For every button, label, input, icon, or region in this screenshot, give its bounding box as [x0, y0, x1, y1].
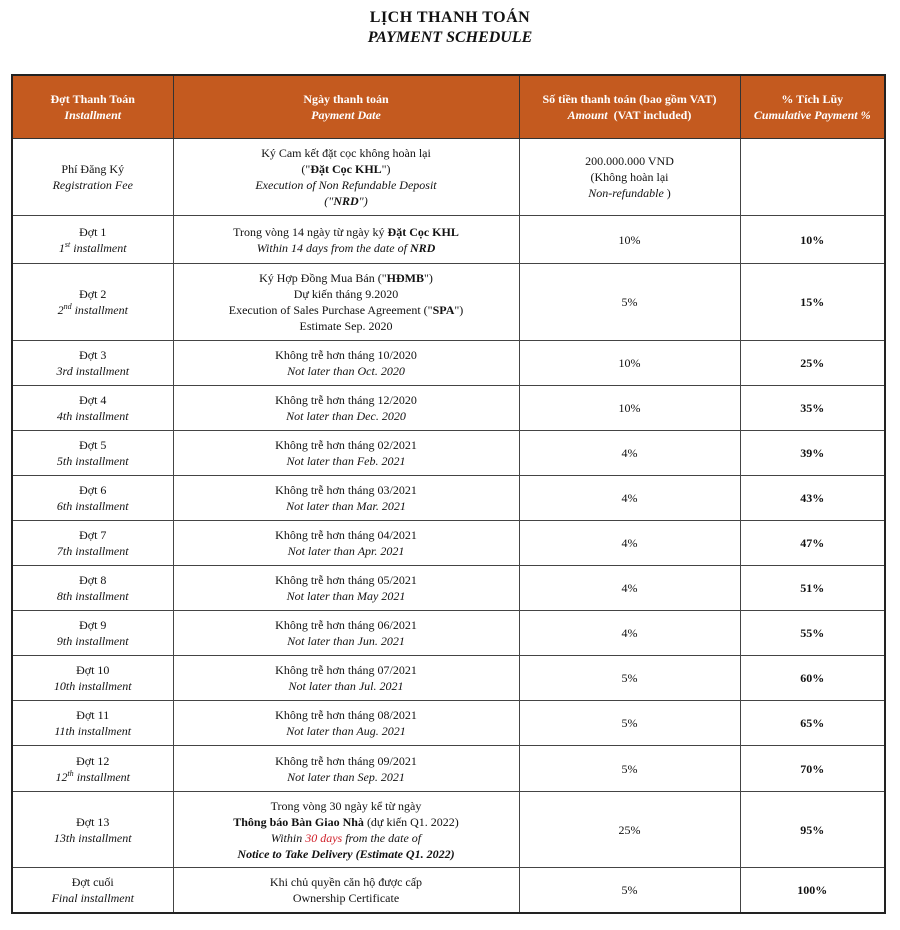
table-row [12, 611, 885, 656]
days-highlight: 30 days [305, 830, 343, 845]
header-installment [12, 75, 173, 139]
cell-date [173, 611, 519, 656]
date-en: Not later than Mar. 2021 [286, 499, 406, 513]
cell-date [173, 341, 519, 386]
date-en: Not later than Jul. 2021 [288, 679, 404, 693]
cell-installment [12, 792, 173, 868]
cell-date [173, 566, 519, 611]
installment-en: Registration Fee [52, 178, 133, 192]
installment-en: Final installment [51, 890, 134, 905]
installment-num: 12 [55, 769, 68, 784]
nrd-term: NRD [409, 240, 436, 255]
amount-note-en: Non-refundable [588, 186, 664, 200]
document-title-block [0, 8, 900, 48]
cell-amount: 4% [519, 566, 740, 611]
deposit-term: Đặt Cọc KHL [387, 224, 459, 239]
date-vi: Không trễ hơn tháng 08/2021 [275, 708, 417, 722]
handover-notice-term: Thông báo Bàn Giao Nhà [233, 814, 364, 829]
installment-vi: Đợt 5 [79, 438, 107, 452]
quote-open: (" [324, 194, 334, 208]
hdmb-term: HĐMB [386, 271, 424, 285]
cell-installment [12, 566, 173, 611]
date-vi: Trong vòng 14 ngày từ ngày ký [233, 224, 388, 239]
cell-date [173, 264, 519, 341]
amount-value: 200.000.000 VND [585, 154, 674, 168]
cell-cumulative: 70% [740, 746, 885, 792]
cell-cumulative [740, 139, 885, 216]
date-text-en: Within [270, 830, 306, 845]
installment-vi: Đợt 10 [76, 663, 110, 677]
table-row [12, 656, 885, 701]
cell-installment [12, 701, 173, 746]
cell-date [173, 868, 519, 913]
cell-amount: 5% [519, 868, 740, 913]
header-amount-en: Amount [567, 108, 608, 122]
installment-suffix: th [67, 768, 74, 778]
installment-vi: Đợt 3 [79, 348, 107, 362]
installment-en: 5th installment [56, 454, 129, 468]
nrd-term: NRD [333, 194, 359, 208]
quote-close: ") [358, 194, 368, 208]
cell-cumulative: 60% [740, 656, 885, 701]
installment-en: installment [73, 769, 131, 784]
cell-amount: 5% [519, 701, 740, 746]
installment-vi: Đợt 9 [79, 618, 107, 632]
date-vi: Không trễ hơn tháng 05/2021 [275, 573, 417, 587]
cell-amount: 10% [519, 216, 740, 264]
title-vi: LỊCH THANH TOÁN [369, 9, 531, 26]
installment-vi: Đợt 13 [76, 814, 110, 829]
header-amount-vat: (VAT included) [613, 108, 692, 122]
cell-installment [12, 611, 173, 656]
date-en: Not later than Sep. 2021 [287, 769, 405, 784]
cell-cumulative: 47% [740, 521, 885, 566]
installment-vi: Đợt 4 [79, 393, 107, 407]
cell-cumulative: 35% [740, 386, 885, 431]
cell-cumulative: 15% [740, 264, 885, 341]
quote-close: ") [424, 271, 433, 285]
cell-installment [12, 868, 173, 913]
date-vi: Không trễ hơn tháng 09/2021 [275, 753, 417, 768]
amount-note-vi: (Không hoàn lại [590, 170, 669, 184]
date-en: Within 14 days from the date of [256, 240, 410, 255]
table-row [12, 746, 885, 792]
paren-close: ) [663, 186, 671, 200]
date-en: Not later than Aug. 2021 [286, 724, 406, 738]
header-amount-vi: Số tiền thanh toán (bao gồm VAT) [542, 92, 717, 106]
delivery-notice-term: Notice to Take Delivery (Estimate Q1. 2022) [237, 846, 455, 861]
date-vi: Không trễ hơn tháng 03/2021 [275, 483, 417, 497]
date-line-3: Execution of Non Refundable Deposit [255, 178, 437, 192]
cell-date [173, 386, 519, 431]
installment-vi: Đợt cuối [71, 874, 114, 889]
date-vi: Không trễ hơn tháng 10/2020 [275, 348, 417, 362]
quote-close: ") [381, 162, 391, 176]
date-en: Not later than May 2021 [286, 589, 406, 603]
cell-installment [12, 521, 173, 566]
quote-close: ") [454, 303, 464, 317]
cell-installment [12, 656, 173, 701]
header-row [12, 75, 885, 139]
date-line-1: Trong vòng 30 ngày kể từ ngày [270, 798, 422, 813]
cell-date [173, 431, 519, 476]
cell-date [173, 476, 519, 521]
header-installment-en: Installment [64, 108, 122, 122]
cell-installment [12, 264, 173, 341]
installment-vi: Đợt 6 [79, 483, 107, 497]
cell-cumulative: 43% [740, 476, 885, 521]
date-line-1: Ký Cam kết đặt cọc không hoàn lại [261, 146, 431, 160]
installment-vi: Đợt 12 [76, 753, 110, 768]
installment-en: 9th installment [56, 634, 129, 648]
installment-en: 13th installment [53, 830, 132, 845]
cell-amount [519, 139, 740, 216]
date-vi: Không trễ hơn tháng 02/2021 [275, 438, 417, 452]
installment-en: 7th installment [56, 544, 129, 558]
header-date [173, 75, 519, 139]
date-estimate-vi: (dự kiến Q1. 2022) [363, 814, 459, 829]
installment-en: 10th installment [53, 679, 132, 693]
cell-amount: 10% [519, 386, 740, 431]
cell-installment [12, 746, 173, 792]
date-text: Ký Hợp Đồng Mua Bán (" [259, 271, 387, 285]
installment-num: 1 [58, 240, 65, 255]
cell-installment [12, 139, 173, 216]
installment-vi: Đợt 1 [79, 224, 107, 239]
cell-date [173, 656, 519, 701]
cell-installment [12, 216, 173, 264]
table-row [12, 386, 885, 431]
cell-cumulative: 65% [740, 701, 885, 746]
cell-cumulative: 100% [740, 868, 885, 913]
date-en: Not later than Oct. 2020 [287, 364, 405, 378]
table-row [12, 216, 885, 264]
installment-num: 2 [57, 303, 64, 317]
table-row [12, 431, 885, 476]
table-row [12, 701, 885, 746]
cell-cumulative: 95% [740, 792, 885, 868]
date-text-en-rest: from the date of [342, 830, 422, 845]
installment-vi: Đợt 11 [76, 708, 110, 722]
cell-installment [12, 341, 173, 386]
table-row [12, 792, 885, 868]
date-vi: Không trễ hơn tháng 07/2021 [275, 663, 417, 677]
cell-amount: 4% [519, 611, 740, 656]
table-row [12, 566, 885, 611]
quote-open: (" [301, 162, 311, 176]
cell-amount: 4% [519, 431, 740, 476]
date-en: Not later than Dec. 2020 [286, 409, 406, 423]
cell-amount: 5% [519, 264, 740, 341]
installment-en: 11th installment [54, 724, 132, 738]
date-en: Ownership Certificate [292, 890, 400, 905]
cell-date [173, 701, 519, 746]
payment-schedule-table [11, 74, 886, 914]
installment-vi: Phí Đăng Ký [61, 162, 125, 176]
date-estimate-vi: Dự kiến tháng 9.2020 [293, 287, 399, 301]
table-row [12, 521, 885, 566]
header-amount [519, 75, 740, 139]
cell-date [173, 521, 519, 566]
cell-amount: 4% [519, 521, 740, 566]
header-date-vi: Ngày thanh toán [303, 92, 389, 106]
table-row-final [12, 868, 885, 913]
installment-en: installment [70, 240, 127, 255]
date-text-en: Execution of Sales Purchase Agreement (" [228, 303, 433, 317]
cell-cumulative: 25% [740, 341, 885, 386]
header-cumulative-en: Cumulative Payment % [753, 108, 871, 122]
installment-en: 8th installment [56, 589, 129, 603]
installment-en: 6th installment [56, 499, 129, 513]
header-cumulative-vi: % Tích Lũy [781, 92, 844, 106]
date-vi: Không trễ hơn tháng 06/2021 [275, 618, 417, 632]
date-en: Not later than Apr. 2021 [287, 544, 405, 558]
date-vi: Không trễ hơn tháng 04/2021 [275, 528, 417, 542]
cell-date [173, 216, 519, 264]
installment-suffix: nd [63, 302, 72, 311]
date-vi: Không trễ hơn tháng 12/2020 [275, 393, 417, 407]
table-row [12, 341, 885, 386]
installment-en: 4th installment [56, 409, 129, 423]
cell-amount: 5% [519, 746, 740, 792]
date-en: Not later than Jun. 2021 [287, 634, 405, 648]
cell-amount: 5% [519, 656, 740, 701]
date-vi: Khi chủ quyền căn hộ được cấp [269, 874, 423, 889]
cell-cumulative: 10% [740, 216, 885, 264]
installment-en: installment [71, 303, 128, 317]
installment-vi: Đợt 7 [79, 528, 107, 542]
cell-amount: 25% [519, 792, 740, 868]
cell-cumulative: 55% [740, 611, 885, 656]
cell-cumulative: 39% [740, 431, 885, 476]
header-cumulative [740, 75, 885, 139]
cell-amount: 10% [519, 341, 740, 386]
installment-vi: Đợt 2 [79, 287, 107, 301]
cell-installment [12, 386, 173, 431]
deposit-term: Đặt Cọc KHL [310, 162, 382, 176]
cell-date [173, 139, 519, 216]
header-installment-vi: Đợt Thanh Toán [50, 92, 135, 106]
date-estimate-en: Estimate Sep. 2020 [299, 319, 393, 333]
date-en: Not later than Feb. 2021 [286, 454, 406, 468]
cell-date [173, 746, 519, 792]
installment-en: 3rd installment [56, 364, 130, 378]
cell-amount: 4% [519, 476, 740, 521]
spa-term: SPA [432, 303, 455, 317]
title-en: PAYMENT SCHEDULE [367, 29, 533, 46]
cell-installment [12, 476, 173, 521]
table-row-registration [12, 139, 885, 216]
table-row [12, 476, 885, 521]
cell-installment [12, 431, 173, 476]
installment-suffix: st [64, 239, 71, 249]
cell-date [173, 792, 519, 868]
header-date-en: Payment Date [311, 108, 381, 122]
installment-vi: Đợt 8 [79, 573, 107, 587]
table-row [12, 264, 885, 341]
cell-cumulative: 51% [740, 566, 885, 611]
